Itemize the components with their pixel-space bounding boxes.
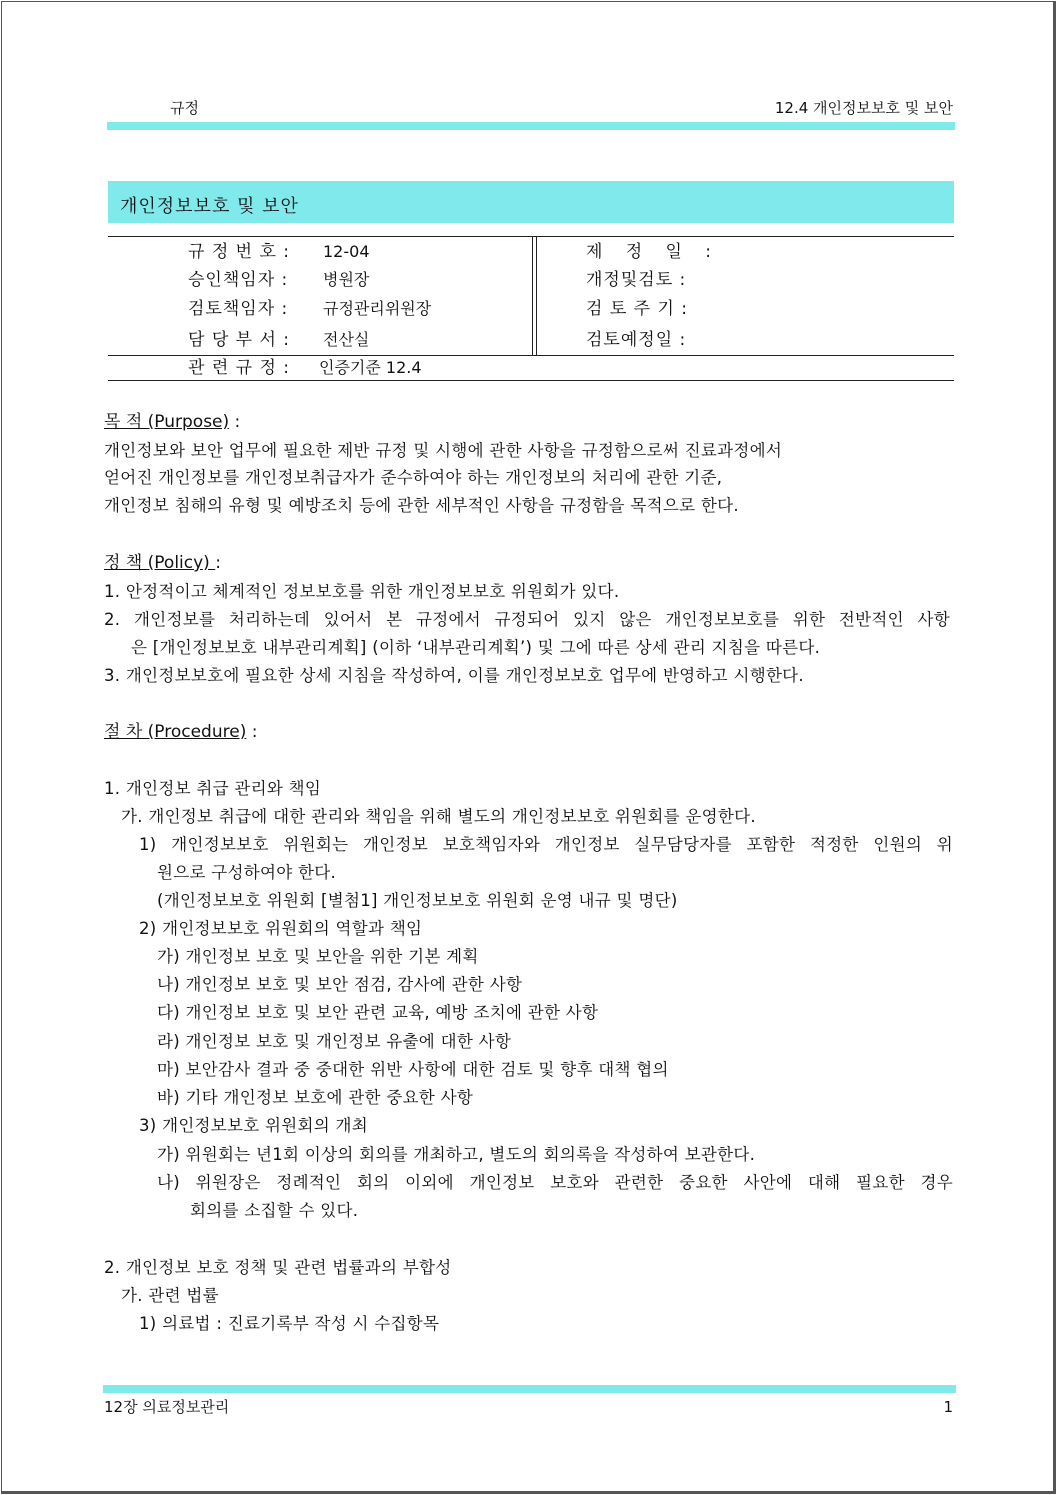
policy-heading: [104, 553, 221, 573]
policy-item: 2. 개인정보를 처리하는데 있어서 본 규정에서 규정되어 있지 않은 개인정보보호를 위한 전반적인 사항: [104, 610, 950, 629]
next-review-label: 검토예정일 :: [586, 330, 687, 350]
header-left-label: 규정: [170, 99, 199, 117]
procedure-line: 2) 개인정보보호 위원회의 역할과 책임: [139, 919, 423, 938]
enact-label: 제 정 일 :: [586, 242, 712, 262]
footer-bar: [103, 1385, 956, 1393]
header-right-label: 12.4 개인정보보호 및 보안: [774, 99, 953, 117]
procedure-line: 나) 위원장은 정례적인 회의 이외에 개인정보 보호와 관련한 중요한 사안에 대해 필요한 경우: [157, 1173, 953, 1192]
dept-value: 전산실: [323, 330, 370, 349]
table-mid-rule: [108, 355, 954, 356]
procedure-line: 원으로 구성하여야 한다.: [157, 863, 337, 882]
procedure-line: 1) 개인정보보호 위원회는 개인정보 보호책임자와 개인정보 실무담당자를 포함한 적정한 인원의 위: [139, 835, 953, 854]
purpose-heading: [104, 412, 240, 432]
table-divider-a: [532, 236, 533, 355]
procedure-line: 가. 관련 법률: [121, 1286, 219, 1305]
policy-item-continued: 은 [개인정보보호 내부관리계획] (이하 ‘내부관리계획’) 및 그에 따른 상세 관리 지침을 따른다.: [131, 638, 821, 657]
procedure-line: 1. 개인정보 취급 관리와 책임: [104, 779, 322, 798]
procedure-heading: [104, 722, 257, 742]
title-box: [108, 181, 954, 223]
footer-chapter: 12장 의료정보관리: [104, 1398, 230, 1416]
policy-item: 1. 안정적이고 체계적인 정보보호를 위한 개인정보보호 위원회가 있다.: [104, 582, 620, 601]
purpose-line: 개인정보 침해의 유형 및 예방조치 등에 관한 세부적인 사항을 규정함을 목적으로 한다.: [104, 496, 739, 515]
policy-colon: :: [215, 553, 221, 573]
procedure-line: 나) 개인정보 보호 및 보안 점검, 감사에 관한 사항: [157, 975, 523, 994]
procedure-line: 가) 위원회는 년1회 이상의 회의를 개최하고, 별도의 회의록을 작성하여 보관한다.: [157, 1145, 756, 1164]
procedure-line: 가) 개인정보 보호 및 보안을 위한 기본 계획: [157, 947, 479, 966]
table-top-rule: [108, 236, 954, 237]
related-value: 인증기준 12.4: [319, 358, 422, 377]
table-divider-b: [536, 236, 537, 355]
approver-label: 승인책임자 :: [188, 270, 289, 290]
procedure-line: 1) 의료법 : 진료기록부 작성 시 수집항목: [139, 1314, 440, 1333]
rule-no-label: 규 정 번 호 :: [188, 242, 291, 262]
revise-label: 개정및검토 :: [586, 270, 687, 290]
procedure-line: (개인정보보호 위원회 [별첨1] 개인정보보호 위원회 운영 내규 및 명단): [157, 891, 678, 910]
cycle-label: 검 토 주 기 :: [586, 299, 689, 319]
policy-heading-text: 정 책 (Policy): [104, 553, 216, 573]
reviewer-value: 규정관리위원장: [323, 299, 432, 318]
purpose-line: 개인정보와 보안 업무에 필요한 제반 규정 및 시행에 관한 사항을 규정함으로써 진료과정에서: [104, 441, 783, 460]
rule-no-value: 12-04: [323, 242, 370, 261]
purpose-line: 얻어진 개인정보를 개인정보취급자가 준수하여야 하는 개인정보의 처리에 관한 기준,: [104, 468, 723, 487]
policy-item: 3. 개인정보보호에 필요한 상세 지침을 작성하여, 이를 개인정보보호 업무에 반영하고 시행한다.: [104, 666, 804, 685]
purpose-heading-text: 목 적 (Purpose): [104, 412, 230, 432]
procedure-line: 다) 개인정보 보호 및 보안 관련 교육, 예방 조치에 관한 사항: [157, 1003, 599, 1022]
procedure-colon: :: [246, 722, 258, 742]
purpose-colon: :: [229, 412, 241, 432]
procedure-line: 3) 개인정보보호 위원회의 개최: [139, 1116, 369, 1135]
approver-value: 병원장: [323, 270, 370, 289]
header-bar: [107, 122, 955, 130]
procedure-heading-text: 절 차 (Procedure): [104, 722, 247, 742]
table-bottom-rule: [108, 380, 954, 381]
reviewer-label: 검토책임자 :: [188, 299, 289, 319]
document-title: 개인정보보호 및 보안: [120, 196, 299, 217]
procedure-line: 2. 개인정보 보호 정책 및 관련 법률과의 부합성: [104, 1258, 452, 1277]
dept-label: 담 당 부 서 :: [188, 330, 291, 350]
page-number: 1: [943, 1398, 953, 1416]
related-label: 관 련 규 정 :: [188, 358, 291, 378]
procedure-line: 마) 보안감사 결과 중 중대한 위반 사항에 대한 검토 및 향후 대책 협의: [157, 1060, 669, 1079]
procedure-line: 가. 개인정보 취급에 대한 관리와 책임을 위해 별도의 개인정보보호 위원회를 운영한다.: [121, 807, 756, 826]
procedure-line: 라) 개인정보 보호 및 개인정보 유출에 대한 사항: [157, 1032, 512, 1051]
procedure-line: 바) 기타 개인정보 보호에 관한 중요한 사항: [157, 1088, 474, 1107]
procedure-line: 회의를 소집할 수 있다.: [190, 1201, 359, 1220]
